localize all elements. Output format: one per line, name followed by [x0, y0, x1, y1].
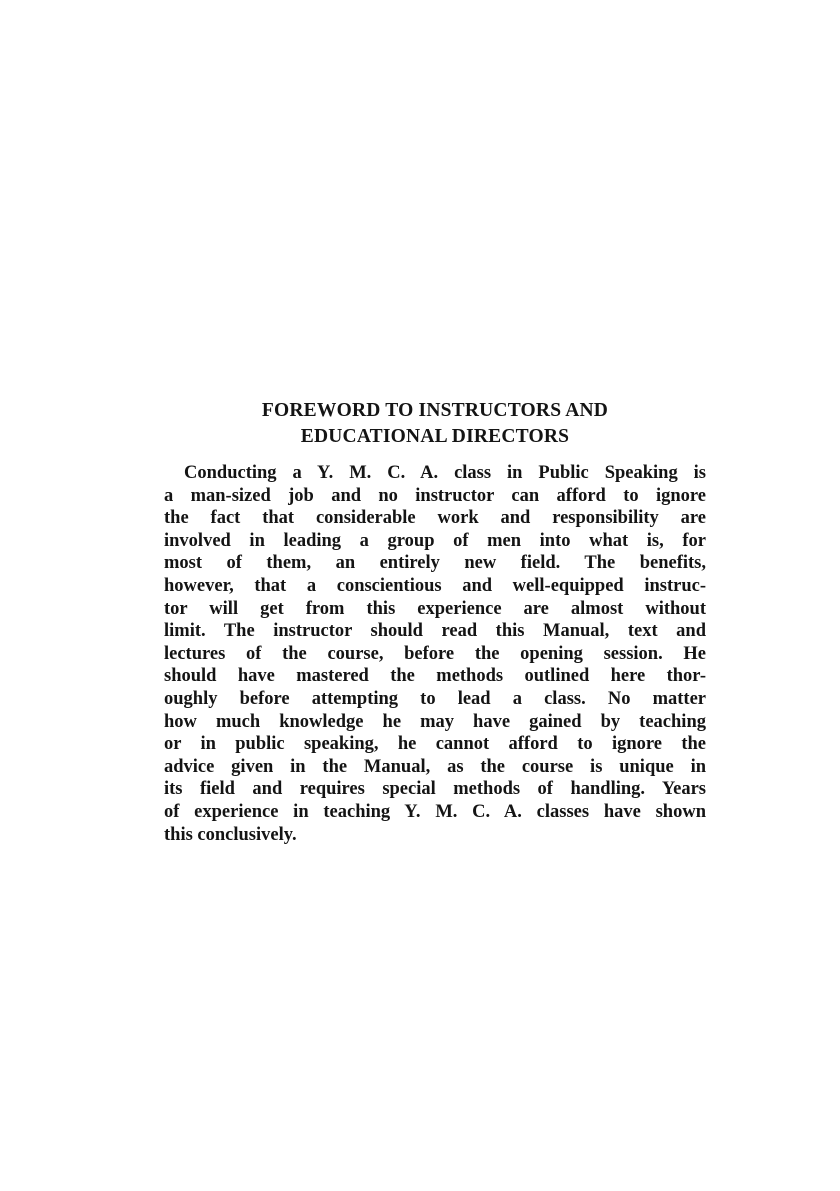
paragraph-line: this conclusively. [164, 824, 297, 845]
paragraph-line: lectures of the course, before the opening session. He [164, 643, 706, 664]
paragraph-line: or in public speaking, he cannot afford to ignore the [164, 734, 706, 755]
foreword-paragraph [164, 462, 706, 846]
paragraph-line: most of them, an entirely new field. The benefits, [164, 553, 706, 574]
heading-line: EDUCATIONAL DIRECTORS [300, 426, 570, 447]
foreword-heading [164, 398, 706, 450]
paragraph-line: the fact that considerable work and responsibility are [164, 508, 706, 529]
paragraph-line: Conducting a Y. M. C. A. class in Public Speaking is [184, 463, 706, 483]
paragraph-line: limit. The instructor should read this Manual, text and [164, 621, 706, 642]
paragraph-line: should have mastered the methods outlined here thor- [164, 666, 706, 687]
paragraph-line: oughly before attempting to lead a class. No matter [164, 688, 706, 709]
paragraph-line: tor will get from this experience are almost without [164, 598, 706, 619]
paragraph-line: involved in leading a group of men into what is, for [164, 530, 706, 551]
foreword-section [164, 398, 706, 846]
paragraph-line: its field and requires special methods of handling. Years [164, 779, 706, 800]
heading-line: FOREWORD TO INSTRUCTORS AND [261, 400, 609, 421]
paragraph-line: advice given in the Manual, as the course is unique in [164, 756, 706, 777]
paragraph-line: a man-sized job and no instructor can afford to ignore [164, 485, 706, 506]
paragraph-line: how much knowledge he may have gained by teaching [164, 711, 706, 732]
paragraph-line: of experience in teaching Y. M. C. A. classes have shown [164, 801, 706, 822]
paragraph-line: however, that a conscientious and well-equipped instruc- [164, 575, 706, 596]
